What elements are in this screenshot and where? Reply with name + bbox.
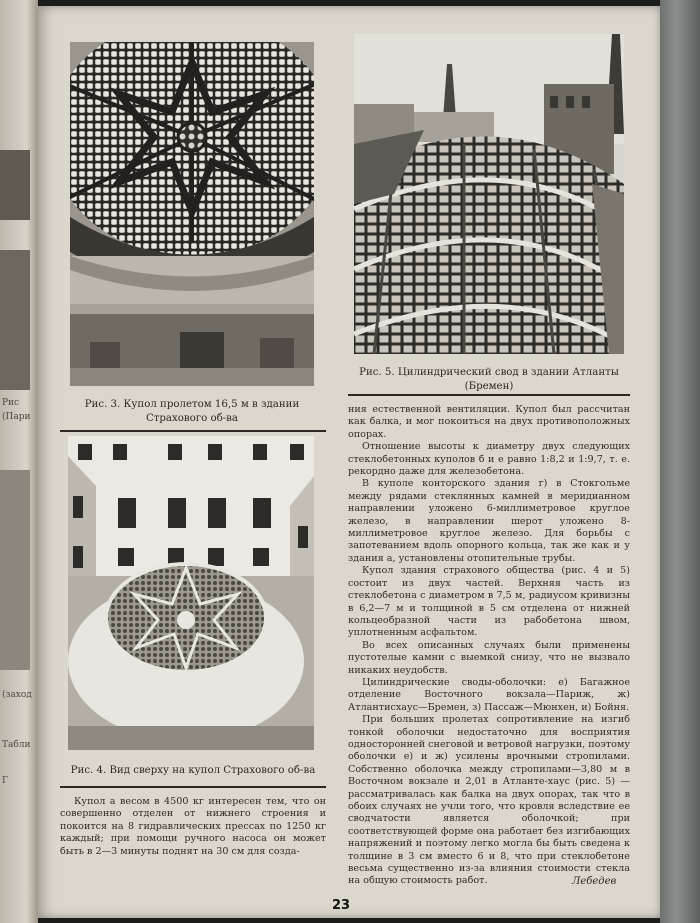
body-paragraph: При больших пролетах сопротивление на изгиб тонкой оболочки недостаточно для восприятия односторонней снеговой и ветровой нагрузки, поэтому оболочки е) и ж) усилены врочными стропилами. Собственно оболочка между стропилами—3,80 м в Восточном вокзале и 2,01 в Атланте-хаус (рис. 5) —рассматривалась как балка на двух опорах, так что в обоих случаях не учли того, что кровля вследствие ее сводчатости является оболочкой; при соответствующей форме она работает без изгибающих напряжений и поэтому легко могла бы быть сведена к толщине в 3 см вместо 6 и 8, что при стеклобетоне весьма существенно из-за влияния стоимости стекла на общую стоимость работ. (348, 714, 630, 887)
previous-page-edge (0, 0, 38, 923)
figure-5-caption: Рис. 5. Цилиндрический свод в здании Атланты (Бремен) (359, 367, 619, 392)
author-signature: Лебедев (572, 876, 617, 887)
figure-4-topview-photo (68, 436, 314, 750)
previous-page-fragment: Рис (2, 398, 20, 408)
previous-page-photo-fragment-3 (0, 470, 30, 670)
previous-page-fragment: (Пари (2, 412, 31, 422)
previous-page-fragment: (заход (2, 690, 32, 700)
previous-page-photo-fragment (0, 150, 30, 220)
caption-rule (348, 394, 630, 396)
figure-5-vault-photo (354, 34, 624, 354)
previous-page-fragment: Г (2, 776, 8, 786)
body-paragraph: Купол a весом в 4500 кг интересен тем, что он совершенно отделен от нижнего строения и покоится на 8 гидравлических прессах по 1250 кг каждый; при помощи ручного насоса он может быть в 2—3 минуты поднят на 30 см для созда- (60, 796, 326, 857)
body-paragraph: Цилиндрические своды-оболочки: е) Багажное отделение Восточного вокзала—Париж, ж) Атлантисхаус—Бремен, з) Пассаж—Мюнхен, и) Бойня. (348, 676, 630, 713)
body-paragraph: В куполе конторского здания г) в Стокгольме между рядами стеклянных камней в меридианном направлении уложено 6-миллиметровое круглое железо, в направлении шерот уложено 8-миллиметровое круглое железо. Для борьбы с запотеванием вдоль опорного кольца, так же как и у здания a, установлены отопительные трубы. (348, 478, 630, 564)
body-paragraph: Отношение высоты к диаметру двух следующих стеклобетонных куполов б и e равно 1:8,2 и 1:9,7, т. е. рекордно даже для железобетона. (348, 441, 630, 478)
right-column-text (348, 404, 630, 888)
page-number: 23 (332, 898, 351, 913)
previous-page-photo-fragment-2 (0, 250, 30, 390)
figure-3-caption: Рис. 3. Купол пролетом 16,5 м в здании Страхового об-ва (84, 399, 300, 424)
figure-3-dome-photo (70, 42, 314, 386)
body-paragraph: Во всех описанных случаях были применены пустотелые камни с выемкой снизу, что не вызвало никаких неудобств. (348, 639, 630, 676)
body-paragraph: Купол здания страхового общества (рис. 4 и 5) состоит из двух частей. Верхняя часть из стеклобетона с диаметром в 7,5 м, радиусом кривизны в 6,2—7 м и толщиной в 5 см отделена от нижней кольцеобразной части из рабобетона швом, уплотненным асфальтом. (348, 565, 630, 639)
caption-rule (60, 786, 326, 788)
figure-4-caption: Рис. 4. Вид сверху на купол Страхового об-ва (70, 765, 316, 776)
body-paragraph: ния естественной вентиляции. Купол был рассчитан как балка, и мог покоиться на двух противоположных опорах. (348, 404, 630, 440)
previous-page-fragment: Табли (2, 740, 31, 750)
left-column-text (60, 796, 326, 858)
book-binding (660, 0, 700, 923)
book-page (38, 6, 660, 918)
caption-rule (60, 430, 326, 432)
